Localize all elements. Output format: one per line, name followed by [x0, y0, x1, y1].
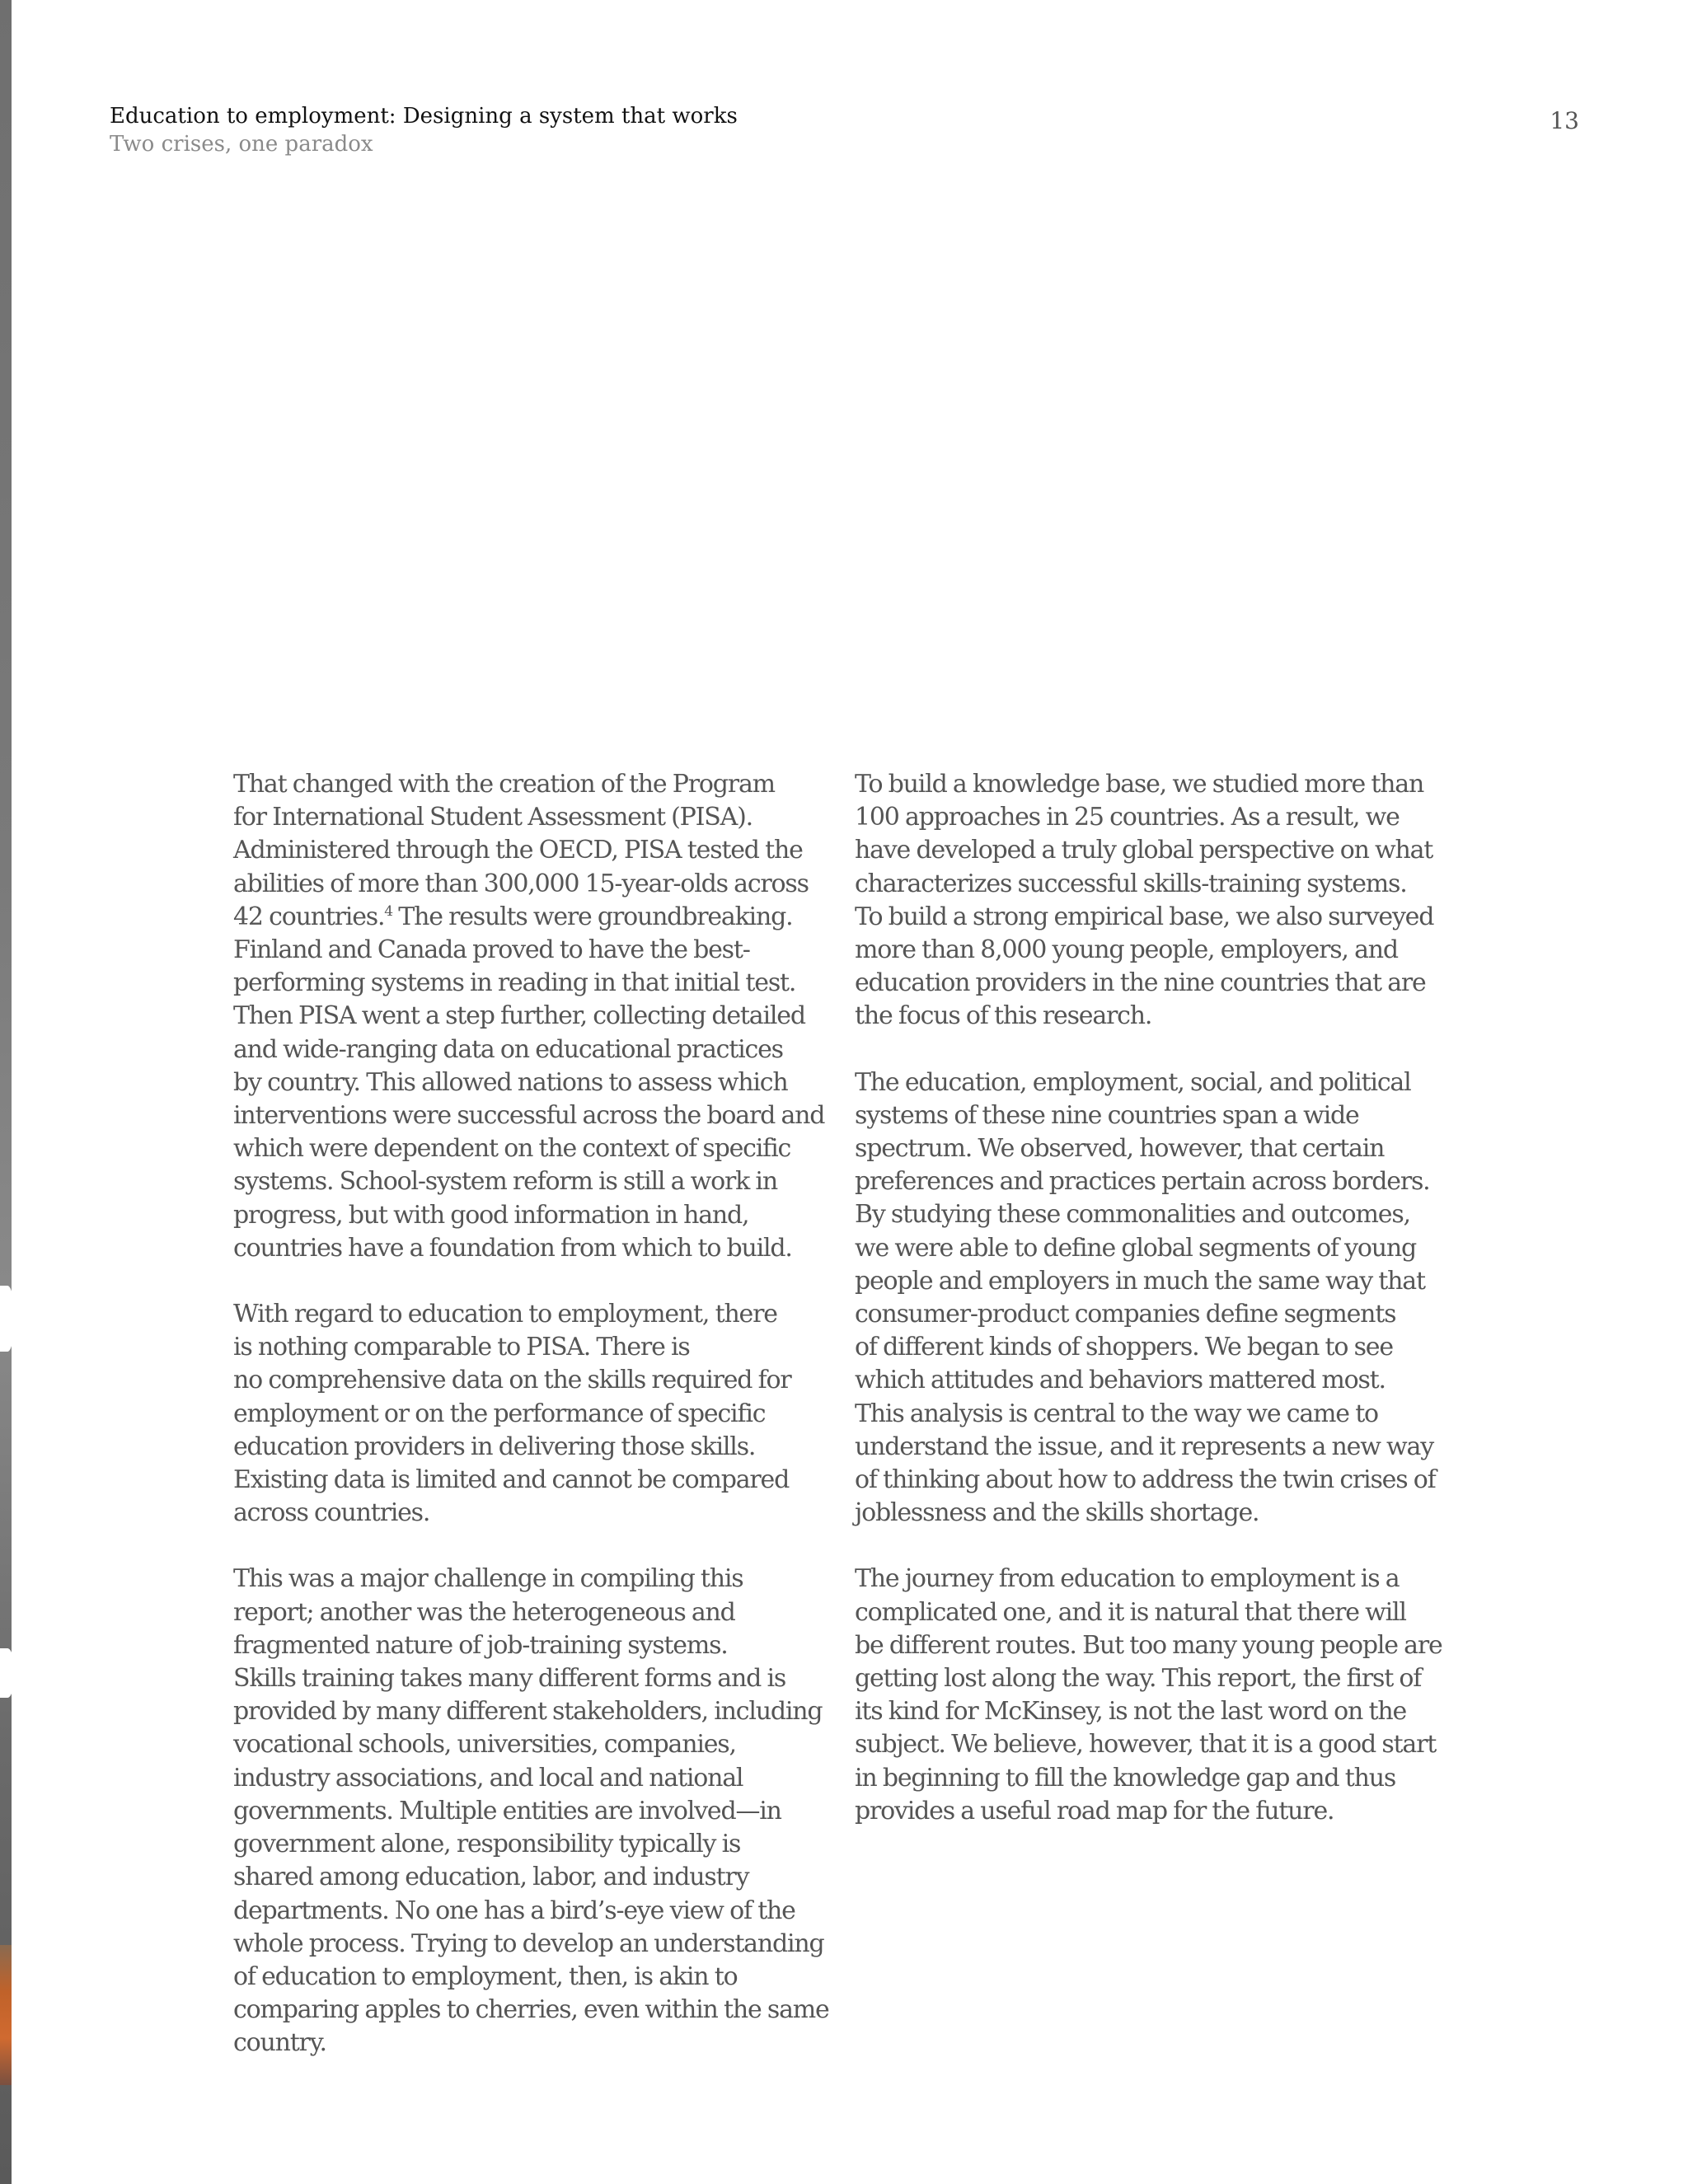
- page-number: 13: [1550, 107, 1579, 134]
- paragraph: The journey from education to employment is a complicated one, and it is natural that there will be different routes. But too many young people are getting lost along the way. This report, the first of its kind for McKinsey, is not the last word on the subject. We believe, however, that it is a good start in beginning to fill the knowledge gap and thus provides a useful road map for the future.: [855, 1564, 1442, 1825]
- section-subtitle: Two crises, one paradox: [110, 132, 373, 157]
- paragraph: [233, 768, 843, 1265]
- left-edge-image-accent: [0, 1945, 12, 2085]
- left-edge-image-notch: [0, 1648, 15, 1698]
- paragraph: With regard to education to employment, there is nothing comparable to PISA. There is no comprehensive data on the skills required for employment or on the performance of specific education providers in delivering those skills. Existing data is limited and cannot be compared across countries.: [233, 1300, 791, 1528]
- paragraph: This was a major challenge in compiling this report; another was the heterogeneous and fragmented nature of job-training systems. Skills training takes many different forms and is provided by many different stakeholders, including vocational schools, universities, companies, industry associations, and local and national governments. Multiple entities are involved—in government alone, responsibility typically is shared among education, labor, and industry departments. No one has a bird’s-eye view of the whole process. Trying to develop an understanding of education to employment, then, is akin to comparing apples to cherries, even within the same country.: [233, 1564, 829, 2058]
- paragraph: To build a knowledge base, we studied more than 100 approaches in 25 countries. As a result, we have developed a truly global perspective on what characterizes successful skills-training systems. To build a strong empirical base, we also surveyed more than 8,000 young people, employers, and education providers in the nine countries that are the focus of this research.: [855, 770, 1434, 1031]
- left-edge-image-strip: [0, 0, 12, 2184]
- paragraph-text: The results were groundbreaking. Finland and Canada proved to have the best- performing systems in reading in that initial test. Then PISA went a step further, collecting detailed and wide-ranging data on educational practices by country. This allowed nations to assess which interventions were successful across the board and which were dependent on the context of specific systems. School-system reform is still a work in progress, but with good information in hand, countries have a foundation from which to build.: [233, 902, 825, 1263]
- left-text-column: [233, 768, 843, 2093]
- page-header: [110, 102, 1593, 158]
- paragraph: The education, employment, social, and political systems of these nine countries span a wide spectrum. We observed, however, that certain preferences and practices pertain across borders. By studying these commonalities and outcomes, we were able to define global segments of young people and employers in much the same way that consumer-product companies define segments of different kinds of shoppers. We began to see which attitudes and behaviors mattered most. This analysis is central to the way we came to understand the issue, and it represents a new way of thinking about how to address the twin crises of joblessness and the skills shortage.: [855, 1067, 1436, 1528]
- footnote-marker: 4: [384, 902, 392, 920]
- left-edge-image-notch: [0, 1286, 15, 1352]
- paragraph-text: That changed with the creation of the Program for International Student Assessment (PISA). Administered through the OECD, PISA tested the abilities of more than 300,000 15-year-olds across 42 countries.: [233, 770, 809, 931]
- report-title: Education to employment: Designing a system that works: [110, 104, 738, 129]
- right-text-column: [855, 768, 1465, 1861]
